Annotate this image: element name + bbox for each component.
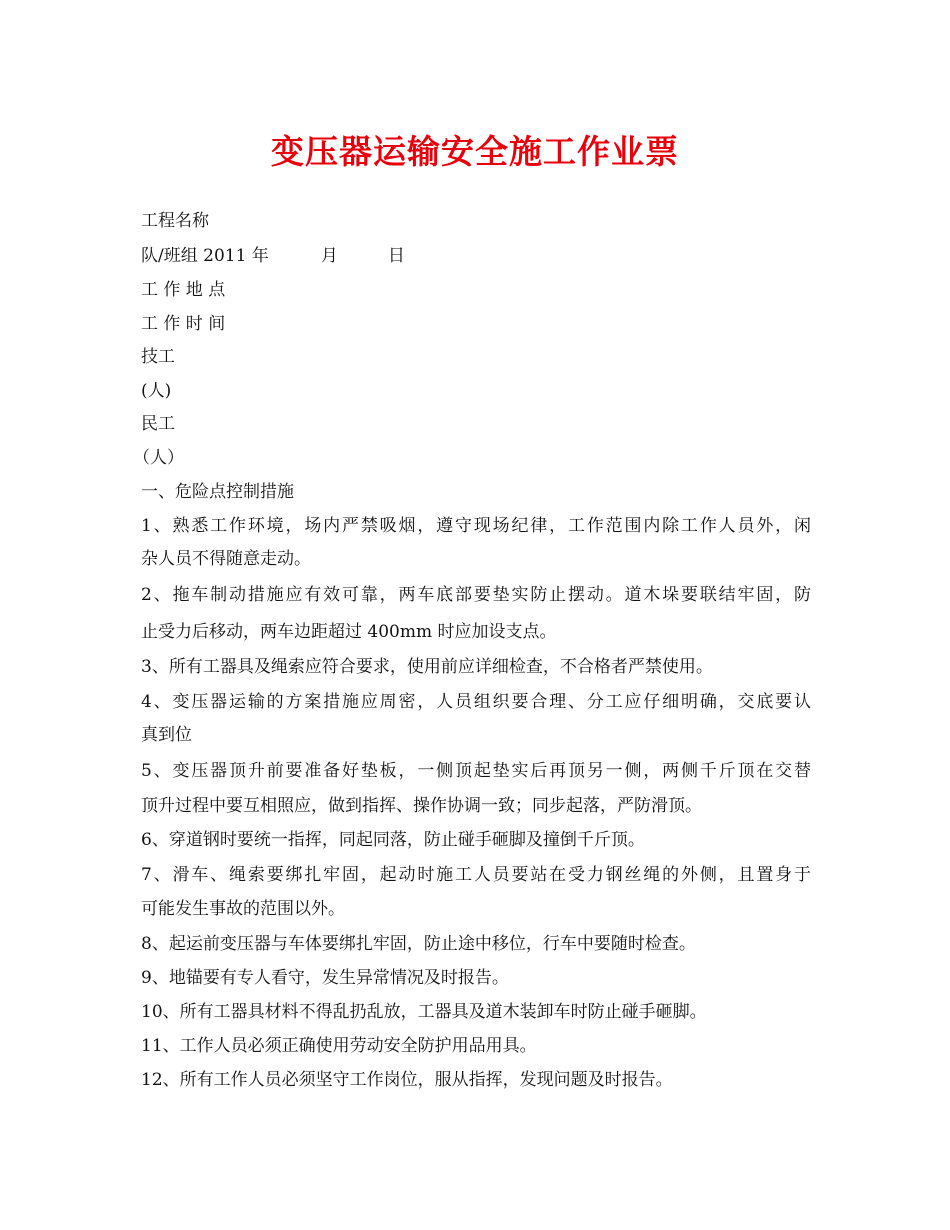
measure-line: 10、所有工器具材料不得乱扔乱放，工器具及道木装卸车时防止碰手砸脚。	[141, 1002, 707, 1022]
field-work-time: 工 作 时 间	[141, 314, 226, 334]
field-project-name: 工程名称	[141, 211, 209, 231]
measure-line: 8、起运前变压器与车体要绑扎牢固，防止途中移位，行车中要随时检查。	[141, 934, 696, 954]
section-heading: 一、危险点控制措施	[141, 482, 294, 502]
measure-line: 3、所有工器具及绳索应符合要求，使用前应详细检查，不合格者严禁使用。	[141, 657, 713, 677]
measure-line: 5、变压器顶升前要准备好垫板，一侧顶起垫实后再顶另一侧，两侧千斤顶在交替	[141, 761, 811, 781]
field-technicians: 技工	[141, 347, 175, 367]
document-title: 变压器运输安全施工作业票	[271, 132, 679, 171]
field-team-date	[141, 245, 821, 267]
measure-line: 顶升过程中要互相照应，做到指挥、操作协调一致；同步起落，严防滑顶。	[141, 796, 702, 816]
measure-line: 止受力后移动，两车边距超过 400mm 时应加设支点。	[141, 622, 557, 642]
field-laborers-unit: （人）	[133, 448, 184, 468]
measure-line: 9、地锚要有专人看守，发生异常情况及时报告。	[141, 968, 509, 988]
field-laborers: 民工	[141, 414, 175, 434]
measure-line: 1、熟悉工作环境，场内严禁吸烟，遵守现场纪律，工作范围内除工作人员外，闲	[141, 516, 811, 536]
measure-line: 杂人员不得随意走动。	[141, 549, 311, 569]
measure-line: 4、变压器运输的方案措施应周密，人员组织要合理、分工应仔细明确，交底要认	[141, 692, 811, 712]
measure-line: 6、穿道钢时要统一指挥，同起同落，防止碰手砸脚及撞倒千斤顶。	[141, 830, 645, 850]
measure-line: 12、所有工作人员必须坚守工作岗位，服从指挥，发现问题及时报告。	[141, 1070, 673, 1090]
field-technicians-unit: (人)	[141, 381, 172, 401]
measure-line: 可能发生事故的范围以外。	[141, 899, 345, 919]
field-work-location: 工 作 地 点	[141, 280, 226, 300]
field-month: 月	[320, 246, 338, 266]
measure-line: 2、拖车制动措施应有效可靠，两车底部要垫实防止摆动。道木垛要联结牢固，防	[141, 585, 811, 605]
measure-line: 11、工作人员必须正确使用劳动安全防护用品用具。	[141, 1036, 537, 1056]
measure-line: 真到位	[141, 725, 192, 745]
field-team-year: 队/班组 2011 年	[141, 246, 269, 266]
measure-line: 7、滑车、绳索要绑扎牢固，起动时施工人员要站在受力钢丝绳的外侧，且置身于	[141, 865, 811, 885]
field-day: 日	[387, 246, 405, 266]
